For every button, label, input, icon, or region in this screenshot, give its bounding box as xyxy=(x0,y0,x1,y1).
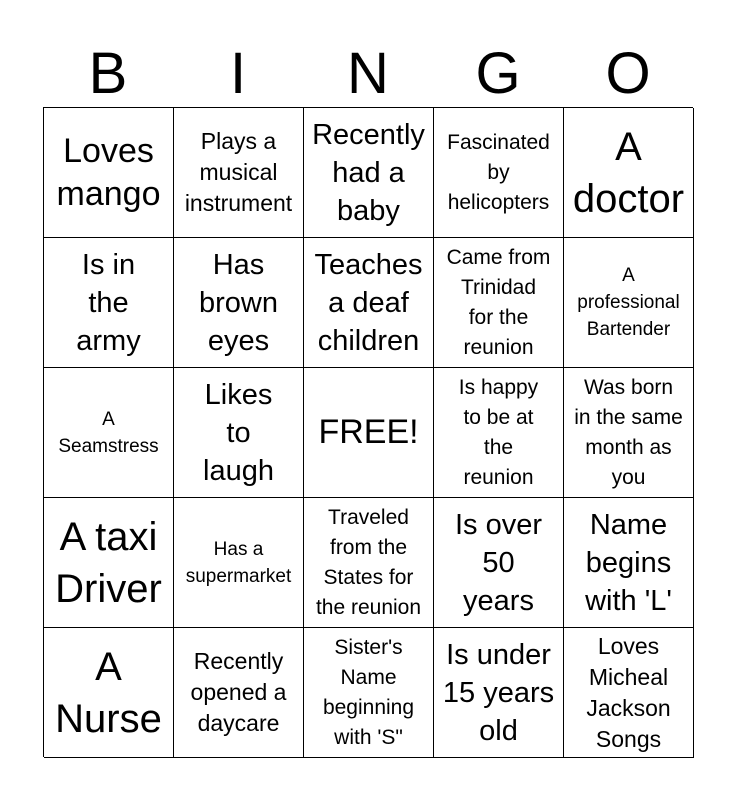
bingo-cell-r1-c5[interactable] xyxy=(564,108,694,238)
bingo-cell-r5-c3[interactable] xyxy=(304,628,434,758)
cell-text: Recently opened a daycare xyxy=(190,648,287,736)
bingo-cell-r5-c2[interactable] xyxy=(174,628,304,758)
cell-text: Likes to laugh xyxy=(203,378,274,487)
cell-text: Recently had a baby xyxy=(312,118,425,227)
bingo-cell-r2-c3[interactable] xyxy=(304,238,434,368)
cell-text: Is over 50 years xyxy=(454,508,543,617)
bingo-header xyxy=(43,42,693,106)
bingo-cell-r3-c4[interactable] xyxy=(434,368,564,498)
bingo-cell-r3-c5[interactable] xyxy=(564,368,694,498)
bingo-cell-r5-c5[interactable] xyxy=(564,628,694,758)
cell-text: Has a supermarket xyxy=(185,538,292,587)
cell-text: Was born in the same month as you xyxy=(574,375,683,489)
bingo-cell-r2-c4[interactable] xyxy=(434,238,564,368)
cell-text: Is in the army xyxy=(76,248,141,357)
header-letter-o: O xyxy=(605,41,651,106)
cell-text: A taxi Driver xyxy=(55,514,162,611)
cell-text: Traveled from the States for the reunion xyxy=(315,505,422,619)
bingo-cell-r5-c4[interactable] xyxy=(434,628,564,758)
cell-text: A doctor xyxy=(572,124,685,221)
bingo-cell-r2-c5[interactable] xyxy=(564,238,694,368)
bingo-cell-r1-c1[interactable] xyxy=(44,108,174,238)
cell-text: A Seamstress xyxy=(58,408,159,457)
bingo-cell-r4-c5[interactable] xyxy=(564,498,694,628)
header-letter-i: I xyxy=(229,41,247,106)
cell-text: Loves mango xyxy=(56,131,161,213)
bingo-cell-r5-c1[interactable] xyxy=(44,628,174,758)
cell-text: Has brown eyes xyxy=(199,248,278,357)
bingo-cell-r4-c2[interactable] xyxy=(174,498,304,628)
free-space-text: FREE! xyxy=(318,413,419,451)
header-letter-g: G xyxy=(475,41,521,106)
cell-text: Teaches a deaf children xyxy=(314,248,423,357)
cell-text: Plays a musical instrument xyxy=(184,128,293,216)
header-letter-n: N xyxy=(347,41,389,106)
cell-text: Loves Micheal Jackson Songs xyxy=(586,632,671,752)
cell-text: Is under 15 years old xyxy=(442,638,555,747)
bingo-cell-r3-free[interactable] xyxy=(304,368,434,498)
cell-text: Fascinated by helicopters xyxy=(447,130,550,214)
cell-text: Sister's Name beginning with 'S" xyxy=(322,635,415,749)
bingo-cell-r2-c1[interactable] xyxy=(44,238,174,368)
cell-text: Is happy to be at the reunion xyxy=(458,375,539,489)
cell-text: A Nurse xyxy=(55,644,162,741)
bingo-cell-r4-c3[interactable] xyxy=(304,498,434,628)
bingo-cell-r1-c2[interactable] xyxy=(174,108,304,238)
cell-text: Came from Trinidad for the reunion xyxy=(446,245,551,359)
cell-text: Name begins with 'L' xyxy=(585,508,672,617)
bingo-cell-r3-c1[interactable] xyxy=(44,368,174,498)
bingo-cell-r4-c4[interactable] xyxy=(434,498,564,628)
bingo-cell-r4-c1[interactable] xyxy=(44,498,174,628)
bingo-cell-r3-c2[interactable] xyxy=(174,368,304,498)
bingo-cell-r1-c3[interactable] xyxy=(304,108,434,238)
bingo-cell-r1-c4[interactable] xyxy=(434,108,564,238)
cell-text: A professional Bartender xyxy=(577,265,680,340)
header-letter-b: B xyxy=(88,41,128,106)
bingo-cell-r2-c2[interactable] xyxy=(174,238,304,368)
bingo-board xyxy=(43,107,693,757)
